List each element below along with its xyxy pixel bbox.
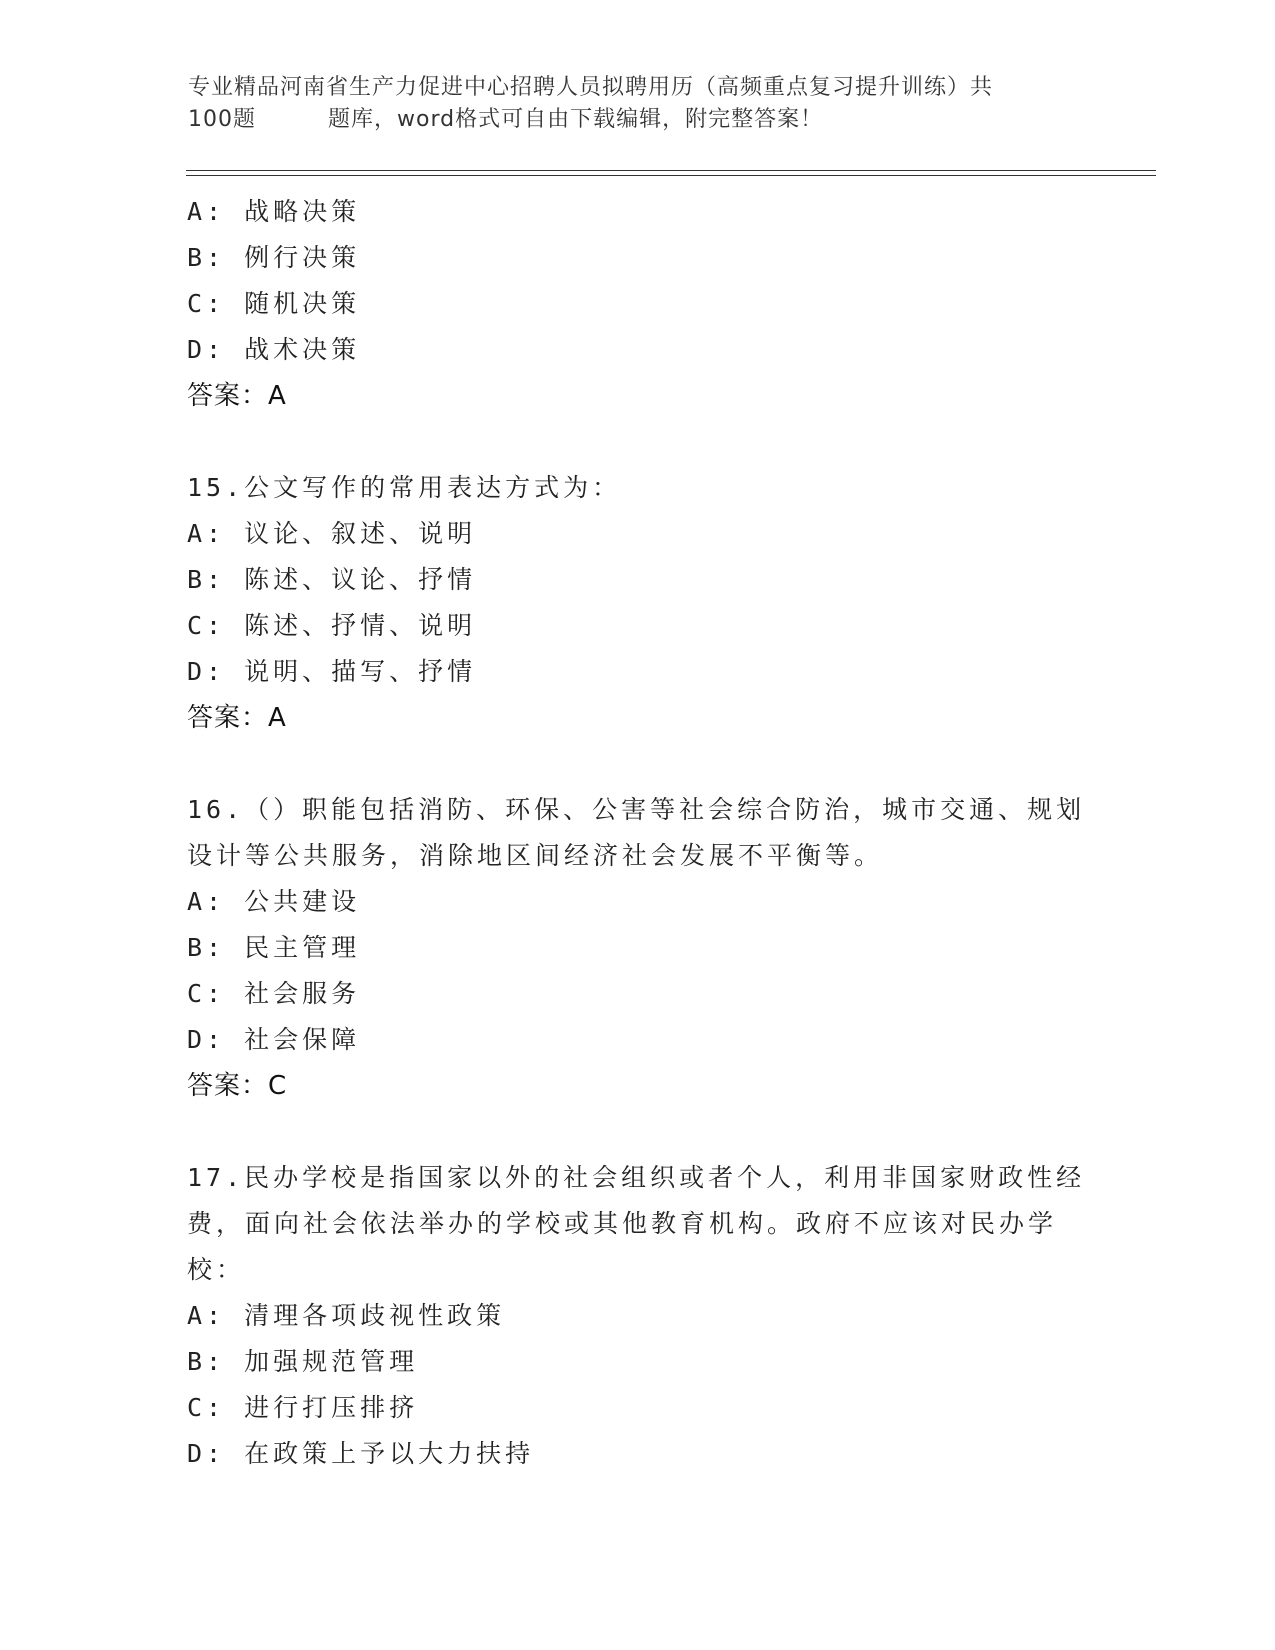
option-b: B: 民主管理	[187, 933, 361, 962]
header-divider-bottom	[186, 175, 1156, 176]
question-list	[187, 189, 1087, 1477]
header-title-line2	[188, 104, 1068, 136]
option-a: A: 议论、叙述、说明	[187, 519, 477, 548]
header-subtitle: 题库，word格式可自由下载编辑，附完整答案！	[328, 107, 824, 132]
answer: 答案：A	[187, 703, 287, 733]
option-a: A: 公共建设	[187, 887, 361, 916]
question-stem: 16.（）职能包括消防、环保、公害等社会综合防治，城市交通、规划设计等公共服务，消除地区间经济社会发展不平衡等。	[187, 795, 1086, 870]
option-c: C: 进行打压排挤	[187, 1393, 419, 1422]
option-a: A: 战略决策	[187, 197, 361, 226]
document-header	[188, 72, 1068, 136]
question-16	[187, 787, 1087, 1109]
answer: 答案：A	[187, 381, 287, 411]
option-b: B: 加强规范管理	[187, 1347, 419, 1376]
question-14-continued	[187, 189, 1087, 419]
header-question-count: 100题	[188, 107, 256, 132]
option-a: A: 清理各项歧视性政策	[187, 1301, 506, 1330]
option-d: D: 说明、描写、抒情	[187, 657, 477, 686]
option-b: B: 陈述、议论、抒情	[187, 565, 477, 594]
option-b: B: 例行决策	[187, 243, 361, 272]
answer: 答案：C	[187, 1071, 288, 1101]
option-c: C: 社会服务	[187, 979, 361, 1008]
option-d: D: 在政策上予以大力扶持	[187, 1439, 535, 1468]
header-title-line1: 专业精品河南省生产力促进中心招聘人员拟聘用历（高频重点复习提升训练）共	[188, 75, 994, 100]
option-d: D: 社会保障	[187, 1025, 361, 1054]
question-17	[187, 1155, 1087, 1477]
question-15	[187, 465, 1087, 741]
option-c: C: 随机决策	[187, 289, 361, 318]
header-divider-top	[186, 170, 1156, 171]
question-stem: 17.民办学校是指国家以外的社会组织或者个人，利用非国家财政性经费，面向社会依法举办的学校或其他教育机构。政府不应该对民办学校：	[187, 1163, 1086, 1284]
question-stem: 15.公文写作的常用表达方式为：	[187, 473, 622, 502]
option-d: D: 战术决策	[187, 335, 361, 364]
option-c: C: 陈述、抒情、说明	[187, 611, 477, 640]
